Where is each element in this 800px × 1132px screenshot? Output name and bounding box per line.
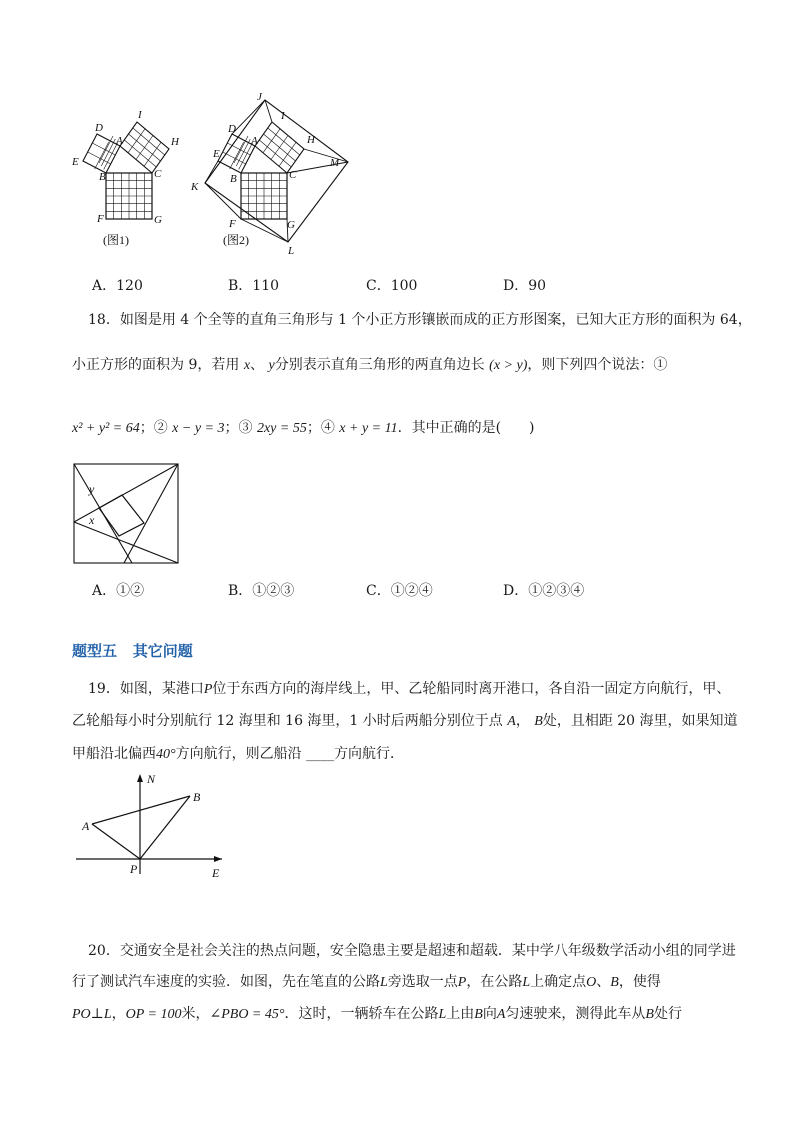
- label-E: E: [213, 148, 220, 160]
- q19-label-E: E: [212, 866, 220, 880]
- label-D: D: [228, 123, 236, 135]
- label-H: H: [307, 134, 315, 146]
- label-E: E: [72, 156, 79, 168]
- label-C: C: [154, 168, 162, 180]
- label-D: D: [95, 122, 103, 134]
- figure-1: [70, 100, 200, 260]
- q19-label-N: N: [147, 772, 156, 786]
- q18-line-3: x² + y² = 64；② x − y = 3；③ 2xy = 55；④ x + y = 11．其中正确的是( ): [72, 420, 535, 436]
- q18-option-c: C．①②④: [366, 583, 433, 599]
- label-B: B: [230, 173, 237, 185]
- label-K: K: [191, 181, 199, 193]
- q19-label-A: A: [82, 819, 90, 833]
- q18-line-2: 小正方形的面积为 9，若用 x、 y分别表示直角三角形的两直角边长 (x > y)，则下列四个说法：①: [72, 357, 668, 373]
- figure-2: [185, 88, 360, 263]
- q18-option-b: B．①②③: [228, 583, 295, 599]
- q19-label-P: P: [130, 862, 138, 876]
- q18-fig-label-y: y: [89, 482, 95, 496]
- label-G: G: [287, 219, 295, 231]
- q18-option-d: D．①②③④: [503, 583, 585, 599]
- q19-label-B: B: [193, 790, 201, 804]
- label-A: A: [251, 135, 258, 147]
- q17-option-d: D．90: [503, 278, 547, 294]
- label-B: B: [99, 171, 106, 183]
- q19-line-2: 乙轮船每小时分别航行 12 海里和 16 海里，1 小时后两船分别位于点 A， B处，且相距 20 海里，如果知道: [72, 713, 738, 729]
- q20-line-1: 20．交通安全是社会关注的热点问题，安全隐患主要是超速和超载．某中学八年级数学活动小组的同学进: [88, 943, 736, 959]
- q19-line-3: 甲船沿北偏西40°方向航行，则乙船沿 ____方向航行．: [72, 746, 405, 762]
- label-I: I: [281, 110, 285, 122]
- label-F: F: [229, 218, 236, 230]
- label-G: G: [154, 214, 162, 226]
- label-F: F: [97, 213, 104, 225]
- q17-option-a: A．120: [92, 278, 143, 294]
- q19-figure: [72, 770, 237, 880]
- label-A: A: [116, 135, 123, 147]
- q20-line-3: PO⊥L，OP = 100米，∠PBO = 45°．这时，一辆轿车在公路L上由B向A匀速驶来，测得此车从B处行: [72, 1006, 682, 1022]
- q18-line-1: 18．如图是用 4 个全等的直角三角形与 1 个小正方形镶嵌而成的正方形图案，已知大正方形的面积为 64，: [88, 312, 752, 328]
- q17-option-c: C．100: [366, 278, 418, 294]
- label-M: M: [330, 157, 340, 169]
- label-I: I: [138, 109, 142, 121]
- q18-option-a: A．①②: [92, 583, 145, 599]
- q18-fig-label-x: x: [89, 513, 95, 527]
- q19-line-1: 19．如图，某港口P位于东西方向的海岸线上，甲、乙轮船同时离开港口，各自沿一固定方向航行，甲、: [88, 681, 731, 697]
- q20-line-2: 行了测试汽车速度的实验．如图，先在笔直的公路L旁选取一点P，在公路L上确定点O、B，使得: [72, 974, 661, 990]
- q18-figure: [72, 462, 182, 566]
- figure-1-caption: (图1): [103, 233, 129, 247]
- label-J: J: [257, 91, 262, 103]
- label-L: L: [288, 245, 295, 257]
- label-H: H: [171, 136, 179, 148]
- label-C: C: [289, 169, 297, 181]
- q17-option-b: B．110: [228, 278, 280, 294]
- answer-blank[interactable]: ____: [306, 746, 335, 762]
- figure-2-caption: (图2): [223, 233, 249, 247]
- section-heading: 题型五 其它问题: [72, 642, 193, 660]
